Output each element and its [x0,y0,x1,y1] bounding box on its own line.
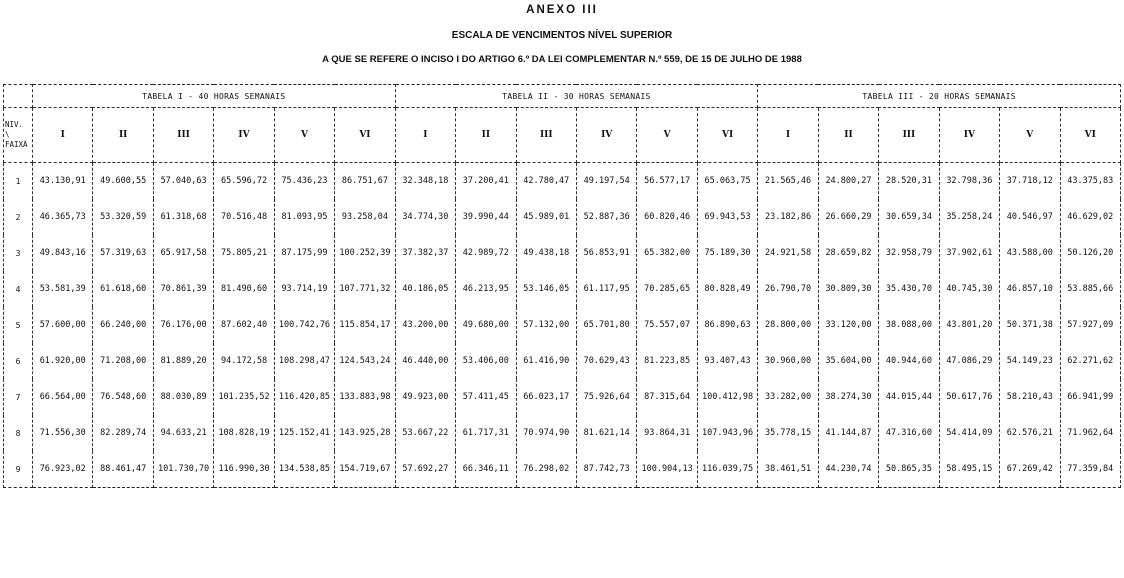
salary-value-cell: 30.960,00 [758,343,818,379]
table-group-header: TABELA III - 20 HORAS SEMANAIS [758,85,1121,108]
salary-value-cell: 50.126,20 [1060,235,1121,271]
level-cell: 6 [4,343,33,379]
salary-value-cell: 28.520,31 [879,163,939,200]
salary-value-cell: 35.258,24 [939,199,999,235]
salary-value-cell: 66.941,99 [1060,379,1121,415]
salary-value-cell: 57.040,63 [153,163,213,200]
salary-value-cell: 49.680,00 [456,307,516,343]
column-header: IV [939,108,999,163]
salary-value-cell: 44.015,44 [879,379,939,415]
column-header: II [93,108,153,163]
salary-value-cell: 101.235,52 [214,379,274,415]
salary-value-cell: 75.557,07 [637,307,697,343]
salary-value-cell: 154.719,67 [335,451,395,488]
salary-value-cell: 56.853,91 [576,235,636,271]
column-header: I [33,108,93,163]
salary-value-cell: 143.925,28 [335,415,395,451]
salary-value-cell: 40.546,97 [1000,199,1060,235]
salary-value-cell: 88.461,47 [93,451,153,488]
salary-value-cell: 46.365,73 [33,199,93,235]
salary-value-cell: 54.414,09 [939,415,999,451]
level-cell: 5 [4,307,33,343]
salary-value-cell: 57.411,45 [456,379,516,415]
salary-value-cell: 94.172,58 [214,343,274,379]
salary-value-cell: 35.778,15 [758,415,818,451]
table-group-header: TABELA I - 40 HORAS SEMANAIS [33,85,396,108]
salary-value-cell: 41.144,87 [818,415,878,451]
salary-value-cell: 37.718,12 [1000,163,1060,200]
level-cell: 7 [4,379,33,415]
document-subtitle: ESCALA DE VENCIMENTOS NÍVEL SUPERIOR [451,30,673,41]
salary-value-cell: 70.974,90 [516,415,576,451]
column-header: IV [576,108,636,163]
table-group-header: TABELA II - 30 HORAS SEMANAIS [395,85,758,108]
column-header: V [274,108,334,163]
salary-value-cell: 116.420,85 [274,379,334,415]
salary-value-cell: 61.117,95 [576,271,636,307]
table-row [4,199,1121,235]
law-reference: A QUE SE REFERE O INCISO I DO ARTIGO 6.º DA LEI COMPLEMENTAR N.º 559, DE 15 DE JULHO DE 1988 [322,54,802,65]
column-header: I [395,108,455,163]
salary-value-cell: 60.820,46 [637,199,697,235]
salary-value-cell: 76.923,02 [33,451,93,488]
salary-value-cell: 116.039,75 [697,451,757,488]
column-header: IV [214,108,274,163]
salary-value-cell: 70.516,48 [214,199,274,235]
salary-value-cell: 50.617,76 [939,379,999,415]
column-header-row [4,108,1121,163]
salary-value-cell: 23.182,86 [758,199,818,235]
salary-value-cell: 87.175,99 [274,235,334,271]
salary-value-cell: 43.801,20 [939,307,999,343]
salary-value-cell: 61.920,00 [33,343,93,379]
salary-value-cell: 86.751,67 [335,163,395,200]
salary-value-cell: 26.660,29 [818,199,878,235]
salary-value-cell: 30.659,34 [879,199,939,235]
salary-value-cell: 58.495,15 [939,451,999,488]
salary-value-cell: 53.320,59 [93,199,153,235]
salary-value-cell: 50.371,38 [1000,307,1060,343]
salary-value-cell: 66.023,17 [516,379,576,415]
column-header: VI [335,108,395,163]
salary-value-cell: 87.315,64 [637,379,697,415]
salary-value-cell: 24.921,58 [758,235,818,271]
salary-value-cell: 107.943,96 [697,415,757,451]
salary-value-cell: 49.438,18 [516,235,576,271]
salary-value-cell: 57.319,63 [93,235,153,271]
salary-value-cell: 100.742,76 [274,307,334,343]
salary-value-cell: 38.274,30 [818,379,878,415]
salary-value-cell: 107.771,32 [335,271,395,307]
salary-value-cell: 101.730,70 [153,451,213,488]
salary-value-cell: 43.200,00 [395,307,455,343]
salary-value-cell: 94.633,21 [153,415,213,451]
salary-value-cell: 75.189,30 [697,235,757,271]
salary-value-cell: 108.298,47 [274,343,334,379]
salary-value-cell: 24.800,27 [818,163,878,200]
salary-scale-table [3,84,1121,488]
salary-value-cell: 33.120,00 [818,307,878,343]
salary-value-cell: 32.958,79 [879,235,939,271]
salary-value-cell: 44.230,74 [818,451,878,488]
salary-value-cell: 77.359,84 [1060,451,1121,488]
salary-value-cell: 93.714,19 [274,271,334,307]
salary-value-cell: 80.828,49 [697,271,757,307]
salary-value-cell: 35.604,00 [818,343,878,379]
salary-value-cell: 71.962,64 [1060,415,1121,451]
salary-value-cell: 39.990,44 [456,199,516,235]
column-header: II [456,108,516,163]
salary-value-cell: 86.890,63 [697,307,757,343]
salary-value-cell: 49.197,54 [576,163,636,200]
salary-value-cell: 81.223,85 [637,343,697,379]
separator-label: \ [5,130,10,139]
salary-value-cell: 53.146,05 [516,271,576,307]
salary-value-cell: 37.382,37 [395,235,455,271]
salary-value-cell: 58.210,43 [1000,379,1060,415]
salary-value-cell: 57.600,00 [33,307,93,343]
column-header: III [879,108,939,163]
salary-value-cell: 26.790,70 [758,271,818,307]
salary-value-cell: 75.805,21 [214,235,274,271]
salary-value-cell: 57.132,00 [516,307,576,343]
salary-value-cell: 100.412,98 [697,379,757,415]
salary-value-cell: 46.857,10 [1000,271,1060,307]
salary-value-cell: 93.407,43 [697,343,757,379]
column-header: VI [697,108,757,163]
salary-value-cell: 32.798,36 [939,163,999,200]
salary-value-cell: 70.629,43 [576,343,636,379]
salary-value-cell: 49.843,16 [33,235,93,271]
salary-value-cell: 125.152,41 [274,415,334,451]
table-row [4,415,1121,451]
salary-value-cell: 69.943,53 [697,199,757,235]
level-cell: 3 [4,235,33,271]
salary-value-cell: 66.564,00 [33,379,93,415]
salary-value-cell: 62.271,62 [1060,343,1121,379]
salary-value-cell: 65.917,58 [153,235,213,271]
salary-value-cell: 57.692,27 [395,451,455,488]
salary-value-cell: 65.063,75 [697,163,757,200]
level-label: NIV. [5,120,24,129]
table-row [4,235,1121,271]
salary-value-cell: 50.865,35 [879,451,939,488]
salary-value-cell: 38.088,00 [879,307,939,343]
salary-value-cell: 70.285,65 [637,271,697,307]
salary-value-cell: 76.548,60 [93,379,153,415]
column-header: VI [1060,108,1121,163]
salary-value-cell: 65.382,00 [637,235,697,271]
salary-value-cell: 42.780,47 [516,163,576,200]
salary-value-cell: 65.596,72 [214,163,274,200]
salary-value-cell: 45.989,01 [516,199,576,235]
salary-value-cell: 28.659,82 [818,235,878,271]
salary-value-cell: 49.923,00 [395,379,455,415]
table-group-header-row [4,85,1121,108]
salary-value-cell: 115.854,17 [335,307,395,343]
salary-value-cell: 53.885,66 [1060,271,1121,307]
salary-value-cell: 62.576,21 [1000,415,1060,451]
salary-value-cell: 81.621,14 [576,415,636,451]
salary-value-cell: 66.240,00 [93,307,153,343]
salary-value-cell: 40.186,05 [395,271,455,307]
range-label: FAIXA [5,140,28,149]
table-row [4,379,1121,415]
salary-value-cell: 81.093,95 [274,199,334,235]
salary-value-cell: 40.944,60 [879,343,939,379]
salary-value-cell: 54.149,23 [1000,343,1060,379]
salary-value-cell: 133.883,98 [335,379,395,415]
salary-value-cell: 81.889,20 [153,343,213,379]
salary-value-cell: 40.745,30 [939,271,999,307]
salary-value-cell: 47.086,29 [939,343,999,379]
column-header: II [818,108,878,163]
table-body [4,163,1121,488]
salary-value-cell: 34.774,30 [395,199,455,235]
salary-value-cell: 71.556,30 [33,415,93,451]
salary-value-cell: 37.902,61 [939,235,999,271]
level-cell: 9 [4,451,33,488]
table-row [4,271,1121,307]
salary-value-cell: 93.864,31 [637,415,697,451]
salary-value-cell: 43.375,83 [1060,163,1121,200]
table-row [4,163,1121,200]
salary-value-cell: 53.667,22 [395,415,455,451]
salary-value-cell: 32.348,18 [395,163,455,200]
salary-value-cell: 87.742,73 [576,451,636,488]
salary-value-cell: 108.828,19 [214,415,274,451]
salary-value-cell: 37.200,41 [456,163,516,200]
column-header: V [1000,108,1060,163]
salary-value-cell: 61.416,90 [516,343,576,379]
salary-value-cell: 100.904,13 [637,451,697,488]
salary-value-cell: 75.436,23 [274,163,334,200]
salary-value-cell: 35.430,70 [879,271,939,307]
salary-value-cell: 61.318,68 [153,199,213,235]
salary-value-cell: 53.406,00 [456,343,516,379]
salary-value-cell: 76.176,00 [153,307,213,343]
table-row [4,307,1121,343]
salary-value-cell: 76.298,02 [516,451,576,488]
salary-value-cell: 33.282,00 [758,379,818,415]
column-header: I [758,108,818,163]
salary-value-cell: 65.701,80 [576,307,636,343]
salary-value-cell: 67.269,42 [1000,451,1060,488]
salary-value-cell: 100.252,39 [335,235,395,271]
corner-cell [4,85,33,108]
salary-value-cell: 46.213,95 [456,271,516,307]
table-row [4,451,1121,488]
annex-title: ANEXO III [526,4,598,16]
level-cell: 2 [4,199,33,235]
salary-value-cell: 82.289,74 [93,415,153,451]
salary-value-cell: 43.588,00 [1000,235,1060,271]
salary-value-cell: 46.440,00 [395,343,455,379]
level-cell: 4 [4,271,33,307]
column-header: III [516,108,576,163]
table-row [4,343,1121,379]
salary-value-cell: 38.461,51 [758,451,818,488]
salary-value-cell: 43.130,91 [33,163,93,200]
salary-value-cell: 53.581,39 [33,271,93,307]
salary-value-cell: 47.316,60 [879,415,939,451]
salary-value-cell: 116.990,30 [214,451,274,488]
level-cell: 8 [4,415,33,451]
salary-value-cell: 124.543,24 [335,343,395,379]
salary-value-cell: 52.887,36 [576,199,636,235]
salary-value-cell: 71.208,00 [93,343,153,379]
column-header: III [153,108,213,163]
salary-value-cell: 93.258,04 [335,199,395,235]
salary-value-cell: 30.809,30 [818,271,878,307]
salary-value-cell: 81.490,60 [214,271,274,307]
salary-value-cell: 49.600,55 [93,163,153,200]
level-range-header [4,108,33,163]
column-header: V [637,108,697,163]
level-cell: 1 [4,163,33,200]
salary-value-cell: 21.565,46 [758,163,818,200]
salary-value-cell: 70.861,39 [153,271,213,307]
salary-value-cell: 57.927,09 [1060,307,1121,343]
salary-value-cell: 61.618,60 [93,271,153,307]
salary-value-cell: 87.602,40 [214,307,274,343]
salary-value-cell: 56.577,17 [637,163,697,200]
salary-value-cell: 28.800,00 [758,307,818,343]
salary-value-cell: 134.538,85 [274,451,334,488]
salary-value-cell: 75.926,64 [576,379,636,415]
salary-value-cell: 61.717,31 [456,415,516,451]
salary-value-cell: 66.346,11 [456,451,516,488]
salary-value-cell: 88.030,89 [153,379,213,415]
salary-value-cell: 46.629,02 [1060,199,1121,235]
salary-value-cell: 42.989,72 [456,235,516,271]
